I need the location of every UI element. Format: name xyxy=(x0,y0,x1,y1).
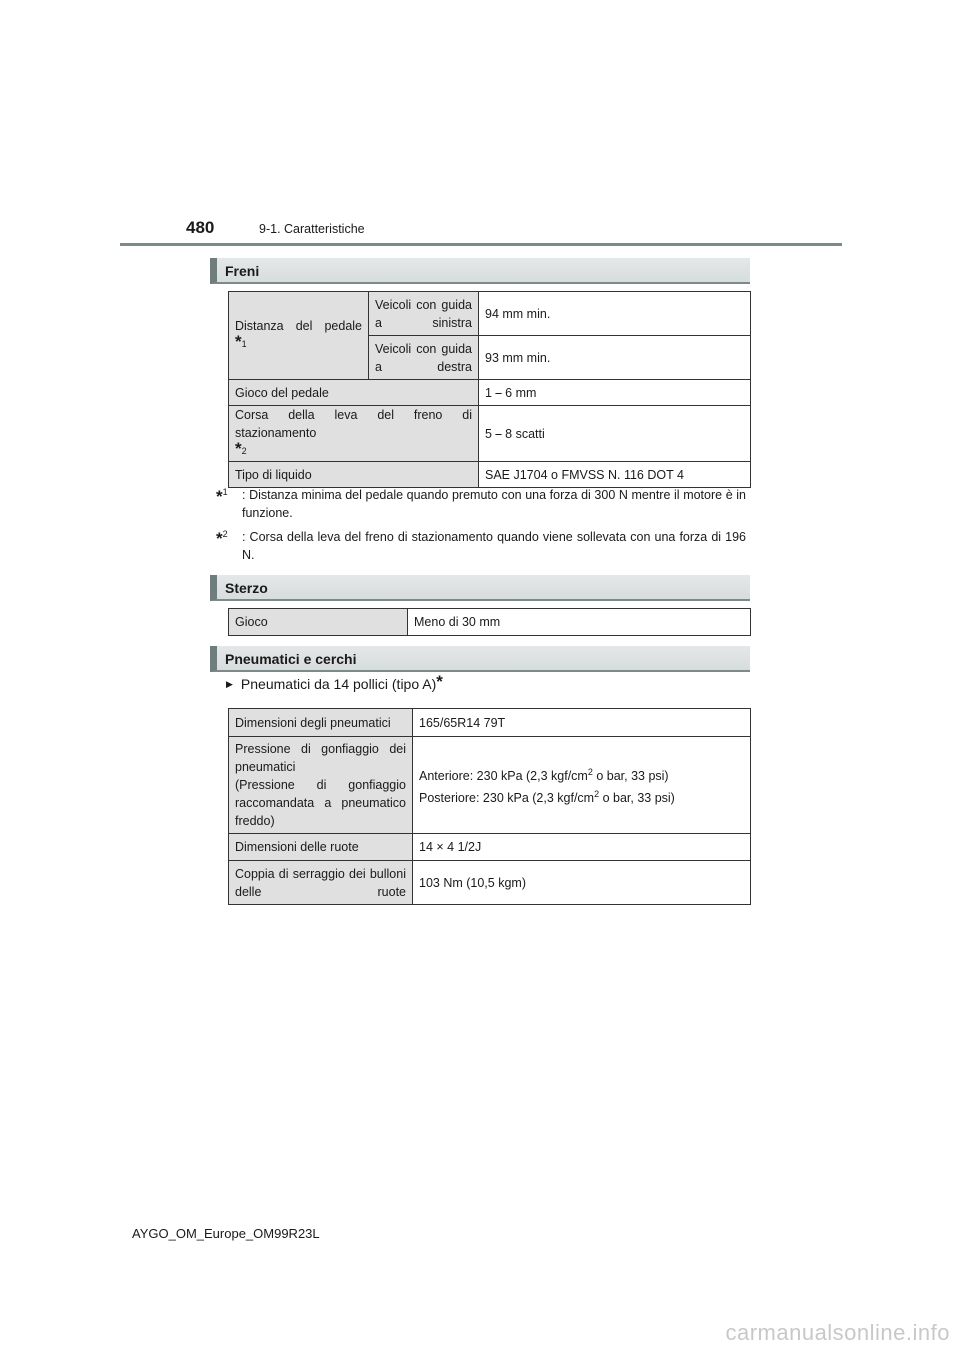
pneumatici-table xyxy=(228,708,751,905)
steering-play-value: Meno di 30 mm xyxy=(408,609,751,636)
rhd-label: Veicoli con guida a destra xyxy=(369,336,479,380)
rear-pressure: Posteriore: 230 kPa (2,3 kgf/$cm^2$ o bar, 33 psi) xyxy=(419,789,675,806)
fluid-value: SAE J1704 o FMVSS N. 116 DOT 4 xyxy=(479,462,751,488)
footnote-ref: 2 xyxy=(241,446,247,456)
table-row xyxy=(229,406,751,462)
pedal-play-label: Gioco del pedale xyxy=(229,380,479,406)
freni-title: Freni xyxy=(225,263,260,279)
sterzo-heading xyxy=(210,575,750,601)
wheel-size-value: 14 × 4 1/2J xyxy=(413,834,751,861)
tire-subheading-text: Pneumatici da 14 pollici (tipo A) xyxy=(240,676,437,692)
footnote-1 xyxy=(216,486,746,522)
freni-table xyxy=(228,291,751,488)
footnote-text: : Corsa della leva del freno di stazionamento quando viene sollevata con una forza di 196 N. xyxy=(242,530,746,562)
steering-play-label: Gioco xyxy=(229,609,408,636)
pressure-value-cell xyxy=(413,737,751,834)
pneumatici-heading xyxy=(210,646,750,672)
fluid-label: Tipo di liquido xyxy=(229,462,479,488)
table-row xyxy=(229,292,751,336)
tire-size-value: 165/65R14 79T xyxy=(413,709,751,737)
rhd-value: 93 mm min. xyxy=(479,336,751,380)
wheel-size-label: Dimensioni delle ruote xyxy=(229,834,413,861)
document-code: AYGO_OM_Europe_OM99R23L xyxy=(132,1226,320,1241)
page-number: 480 xyxy=(186,218,215,237)
front-pressure: Anteriore: 230 kPa (2,3 kgf/$cm^2$ o bar, 33 psi) xyxy=(419,766,669,783)
table-row xyxy=(229,861,751,905)
table-row xyxy=(229,737,751,834)
pedal-play-value: 1 ⎯ 6 mm xyxy=(479,380,751,406)
tire-size-label: Dimensioni degli pneumatici xyxy=(229,709,413,737)
pneumatici-title: Pneumatici e cerchi xyxy=(225,651,357,667)
pressure-label-1: Pressione di gonfiaggio dei pneumatici xyxy=(235,742,406,774)
footnote-mark: $*_2$ xyxy=(216,529,228,548)
footnotes xyxy=(216,486,746,570)
tire-subheading xyxy=(226,672,443,692)
pressure-label-2: (Pressione di gonfiaggio raccomandata a pneumatico freddo) xyxy=(235,778,406,828)
parking-brake-value: 5 ⎯ 8 scatti xyxy=(479,406,751,462)
lhd-label: Veicoli con guida a sinistra xyxy=(369,292,479,336)
footnote-2 xyxy=(216,528,746,564)
table-row xyxy=(229,609,751,636)
footnote-star: * xyxy=(436,672,443,691)
parking-brake-cell xyxy=(229,406,479,462)
footnote-text: : Distanza minima del pedale quando premuto con una forza di 300 N mentre il motore è in funzione. xyxy=(242,488,746,520)
footnote-mark: $*_1$ xyxy=(216,487,228,506)
sterzo-table xyxy=(228,608,751,636)
header-divider xyxy=(120,243,842,246)
footnote-ref: 1 xyxy=(241,339,247,349)
table-row xyxy=(229,380,751,406)
pedal-distance-label: Distanza del pedale xyxy=(235,319,362,333)
table-row xyxy=(229,834,751,861)
table-row xyxy=(229,709,751,737)
section-title: 9-1. Caratteristiche xyxy=(259,222,365,236)
watermark: carmanualsonline.info xyxy=(725,1320,950,1345)
lhd-value: 94 mm min. xyxy=(479,292,751,336)
torque-label: Coppia di serraggio dei bulloni delle ruote xyxy=(229,861,413,905)
parking-brake-label: Corsa della leva del freno di stazionamento xyxy=(235,408,472,440)
triangle-bullet-icon: ▶ xyxy=(226,679,233,689)
pedal-distance-cell xyxy=(229,292,369,380)
footnote-star: * xyxy=(235,439,242,458)
pressure-label-cell xyxy=(229,737,413,834)
footnote-star: * xyxy=(235,332,242,351)
table-row xyxy=(229,462,751,488)
sterzo-title: Sterzo xyxy=(225,580,268,596)
torque-value: 103 Nm (10,5 kgm) xyxy=(413,861,751,905)
freni-heading xyxy=(210,258,750,284)
